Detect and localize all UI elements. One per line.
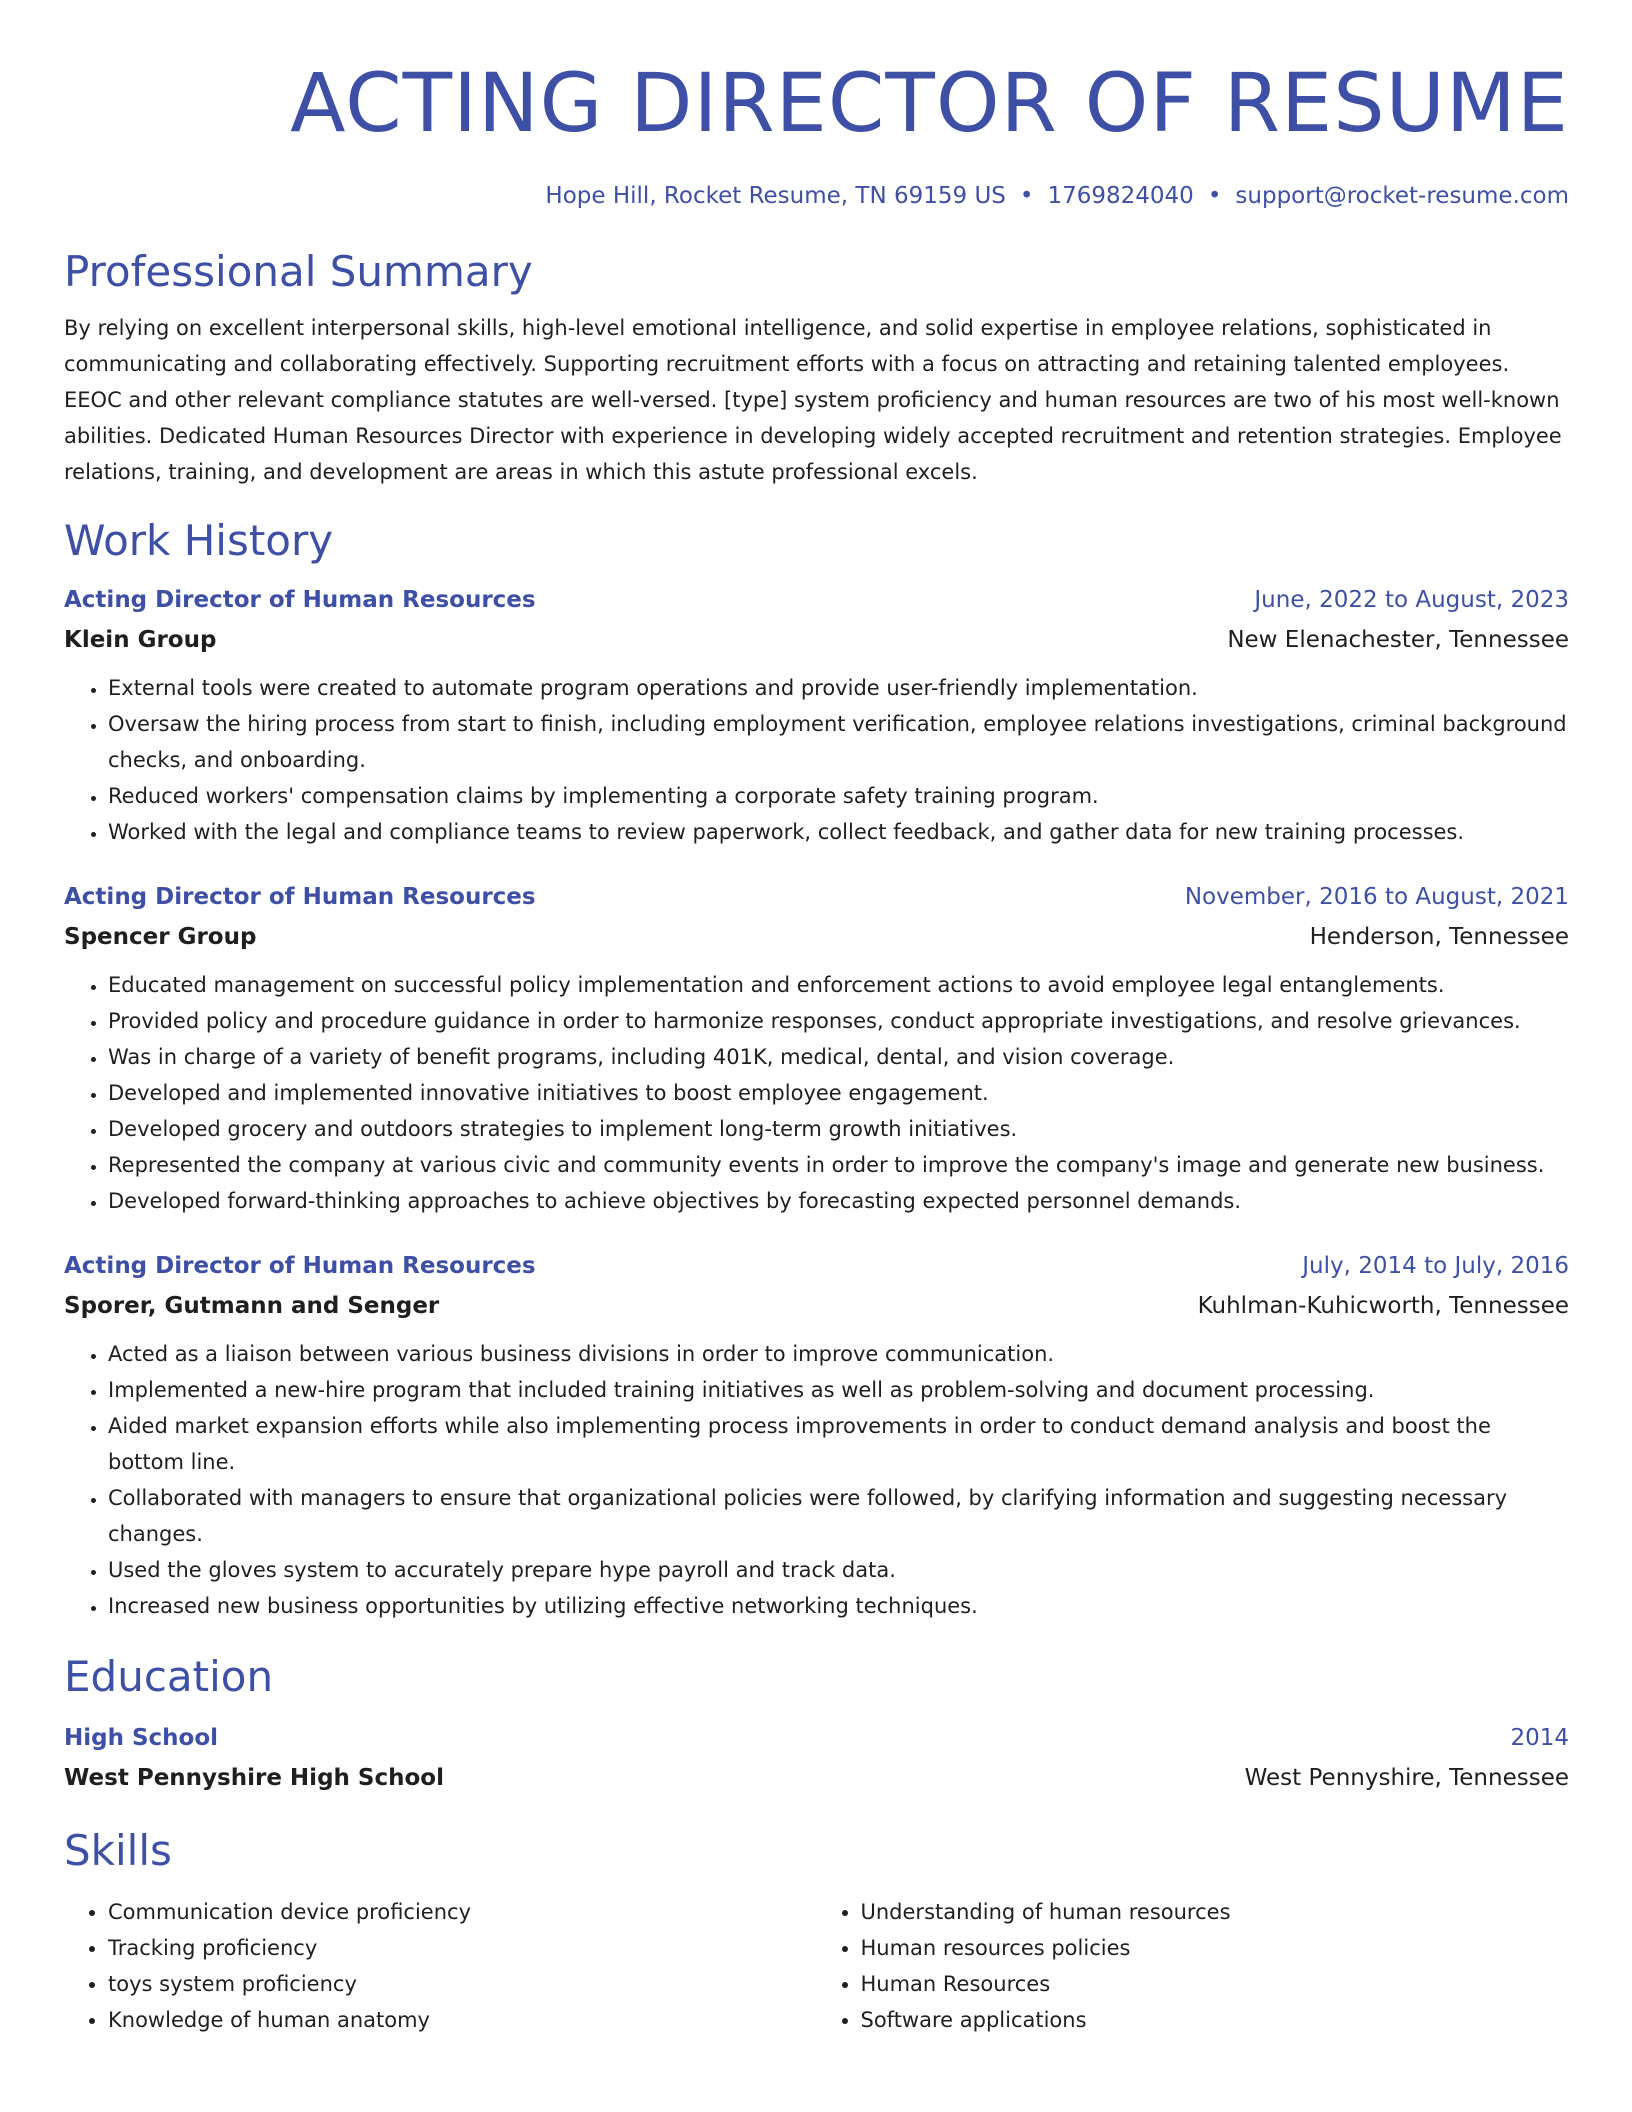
job-location: Kuhlman-Kuhicworth, Tennessee	[1197, 1293, 1569, 1319]
job-bullet: • Reduced workers' compensation claims by implementing a corporate safety training program.	[108, 778, 1569, 814]
skills-column-left	[64, 1894, 817, 2038]
contact-separator: •	[1019, 183, 1034, 209]
contact-line	[64, 181, 1569, 211]
education-heading: Education	[64, 1652, 274, 1701]
job-bullets	[64, 670, 1569, 850]
job-bullet: • Aided market expansion efforts while also implementing process improvements in order to conduct demand analysis and boost the bottom line.	[108, 1408, 1569, 1480]
job-entry	[64, 580, 1569, 850]
skills-column-right	[817, 1894, 1570, 2038]
job-company: Spencer Group	[64, 924, 257, 950]
skill-item: • Human Resources	[861, 1966, 1570, 2002]
skill-item: • Understanding of human resources	[861, 1894, 1570, 1930]
job-title: Acting Director of Human Resources	[64, 587, 536, 613]
job-company: Klein Group	[64, 627, 217, 653]
job-bullet: • External tools were created to automate program operations and provide user-friendly implementation.	[108, 670, 1569, 706]
job-bullet: • Worked with the legal and compliance teams to review paperwork, collect feedback, and gather data for new training processes.	[108, 814, 1569, 850]
job-bullet: • Implemented a new-hire program that included training initiatives as well as problem-solving and document processing.	[108, 1372, 1569, 1408]
skills-list	[64, 1894, 1569, 2038]
job-bullet: • Developed grocery and outdoors strategies to implement long-term growth initiatives.	[108, 1111, 1569, 1147]
job-bullet: • Increased new business opportunities by utilizing effective networking techniques.	[108, 1588, 1569, 1624]
job-bullets	[64, 1336, 1569, 1624]
job-bullet: • Was in charge of a variety of benefit programs, including 401K, medical, dental, and vision coverage.	[108, 1039, 1569, 1075]
skill-item: • Tracking proficiency	[108, 1930, 817, 1966]
job-bullet: • Developed and implemented innovative initiatives to boost employee engagement.	[108, 1075, 1569, 1111]
job-bullet: • Educated management on successful policy implementation and enforcement actions to avoid employee legal entanglements.	[108, 967, 1569, 1003]
job-dates: July, 2014 to July, 2016	[1302, 1253, 1569, 1279]
contact-separator: •	[1207, 183, 1222, 209]
education-location: West Pennyshire, Tennessee	[1244, 1765, 1569, 1791]
job-bullet: • Provided policy and procedure guidance in order to harmonize responses, conduct appropriate investigations, and resolve grievances.	[108, 1003, 1569, 1039]
skill-item: • Knowledge of human anatomy	[108, 2002, 817, 2038]
summary-text: By relying on excellent interpersonal skills, high-level emotional intelligence, and solid expertise in employee relations, sophisticated in communicating and collaborating effectively. Supporting recruitment efforts with a focus on attracting and retaining talented employees. EEOC and other relevant compliance statutes are well-versed. [type] system proficiency and human resources are two of his most well-known abilities. Dedicated Human Resources Director with experience in developing widely accepted recruitment and retention strategies. Employee relations, training, and development are areas in which this astute professional excels.	[64, 316, 1562, 484]
job-location: New Elenachester, Tennessee	[1227, 627, 1569, 653]
job-bullet: • Represented the company at various civic and community events in order to improve the company's image and generate new business.	[108, 1147, 1569, 1183]
job-entry	[64, 877, 1569, 1219]
skill-item: • Software applications	[861, 2002, 1570, 2038]
skill-item: • Human resources policies	[861, 1930, 1570, 1966]
work-history-heading: Work History	[64, 516, 334, 565]
job-dates: June, 2022 to August, 2023	[1254, 587, 1569, 613]
education-school: West Pennyshire High School	[64, 1765, 444, 1791]
job-location: Henderson, Tennessee	[1309, 924, 1569, 950]
resume-name: ACTING DIRECTOR OF RESUME	[290, 57, 1569, 151]
contact-address: Hope Hill, Rocket Resume, TN 69159 US	[545, 183, 1006, 209]
contact-email: support@rocket-resume.com	[1235, 183, 1569, 209]
summary-heading: Professional Summary	[64, 247, 533, 296]
education-year: 2014	[1510, 1725, 1569, 1751]
job-title: Acting Director of Human Resources	[64, 1253, 536, 1279]
job-bullet: • Used the gloves system to accurately prepare hype payroll and track data.	[108, 1552, 1569, 1588]
education-degree: High School	[64, 1725, 219, 1751]
job-company: Sporer, Gutmann and Senger	[64, 1293, 440, 1319]
job-bullet: • Developed forward-thinking approaches to achieve objectives by forecasting expected personnel demands.	[108, 1183, 1569, 1219]
skill-item: • Communication device proficiency	[108, 1894, 817, 1930]
job-title: Acting Director of Human Resources	[64, 884, 536, 910]
skills-heading: Skills	[64, 1826, 172, 1875]
skill-item: • toys system proficiency	[108, 1966, 817, 2002]
job-bullet: • Acted as a liaison between various business divisions in order to improve communication.	[108, 1336, 1569, 1372]
job-bullets	[64, 967, 1569, 1219]
job-bullet: • Oversaw the hiring process from start to finish, including employment verification, employee relations investigations, criminal background checks, and onboarding.	[108, 706, 1569, 778]
contact-phone: 1769824040	[1047, 183, 1194, 209]
job-dates: November, 2016 to August, 2021	[1184, 884, 1569, 910]
job-bullet: • Collaborated with managers to ensure that organizational policies were followed, by clarifying information and suggesting necessary changes.	[108, 1480, 1569, 1552]
education-entry	[64, 1718, 1569, 1798]
job-entry	[64, 1246, 1569, 1624]
